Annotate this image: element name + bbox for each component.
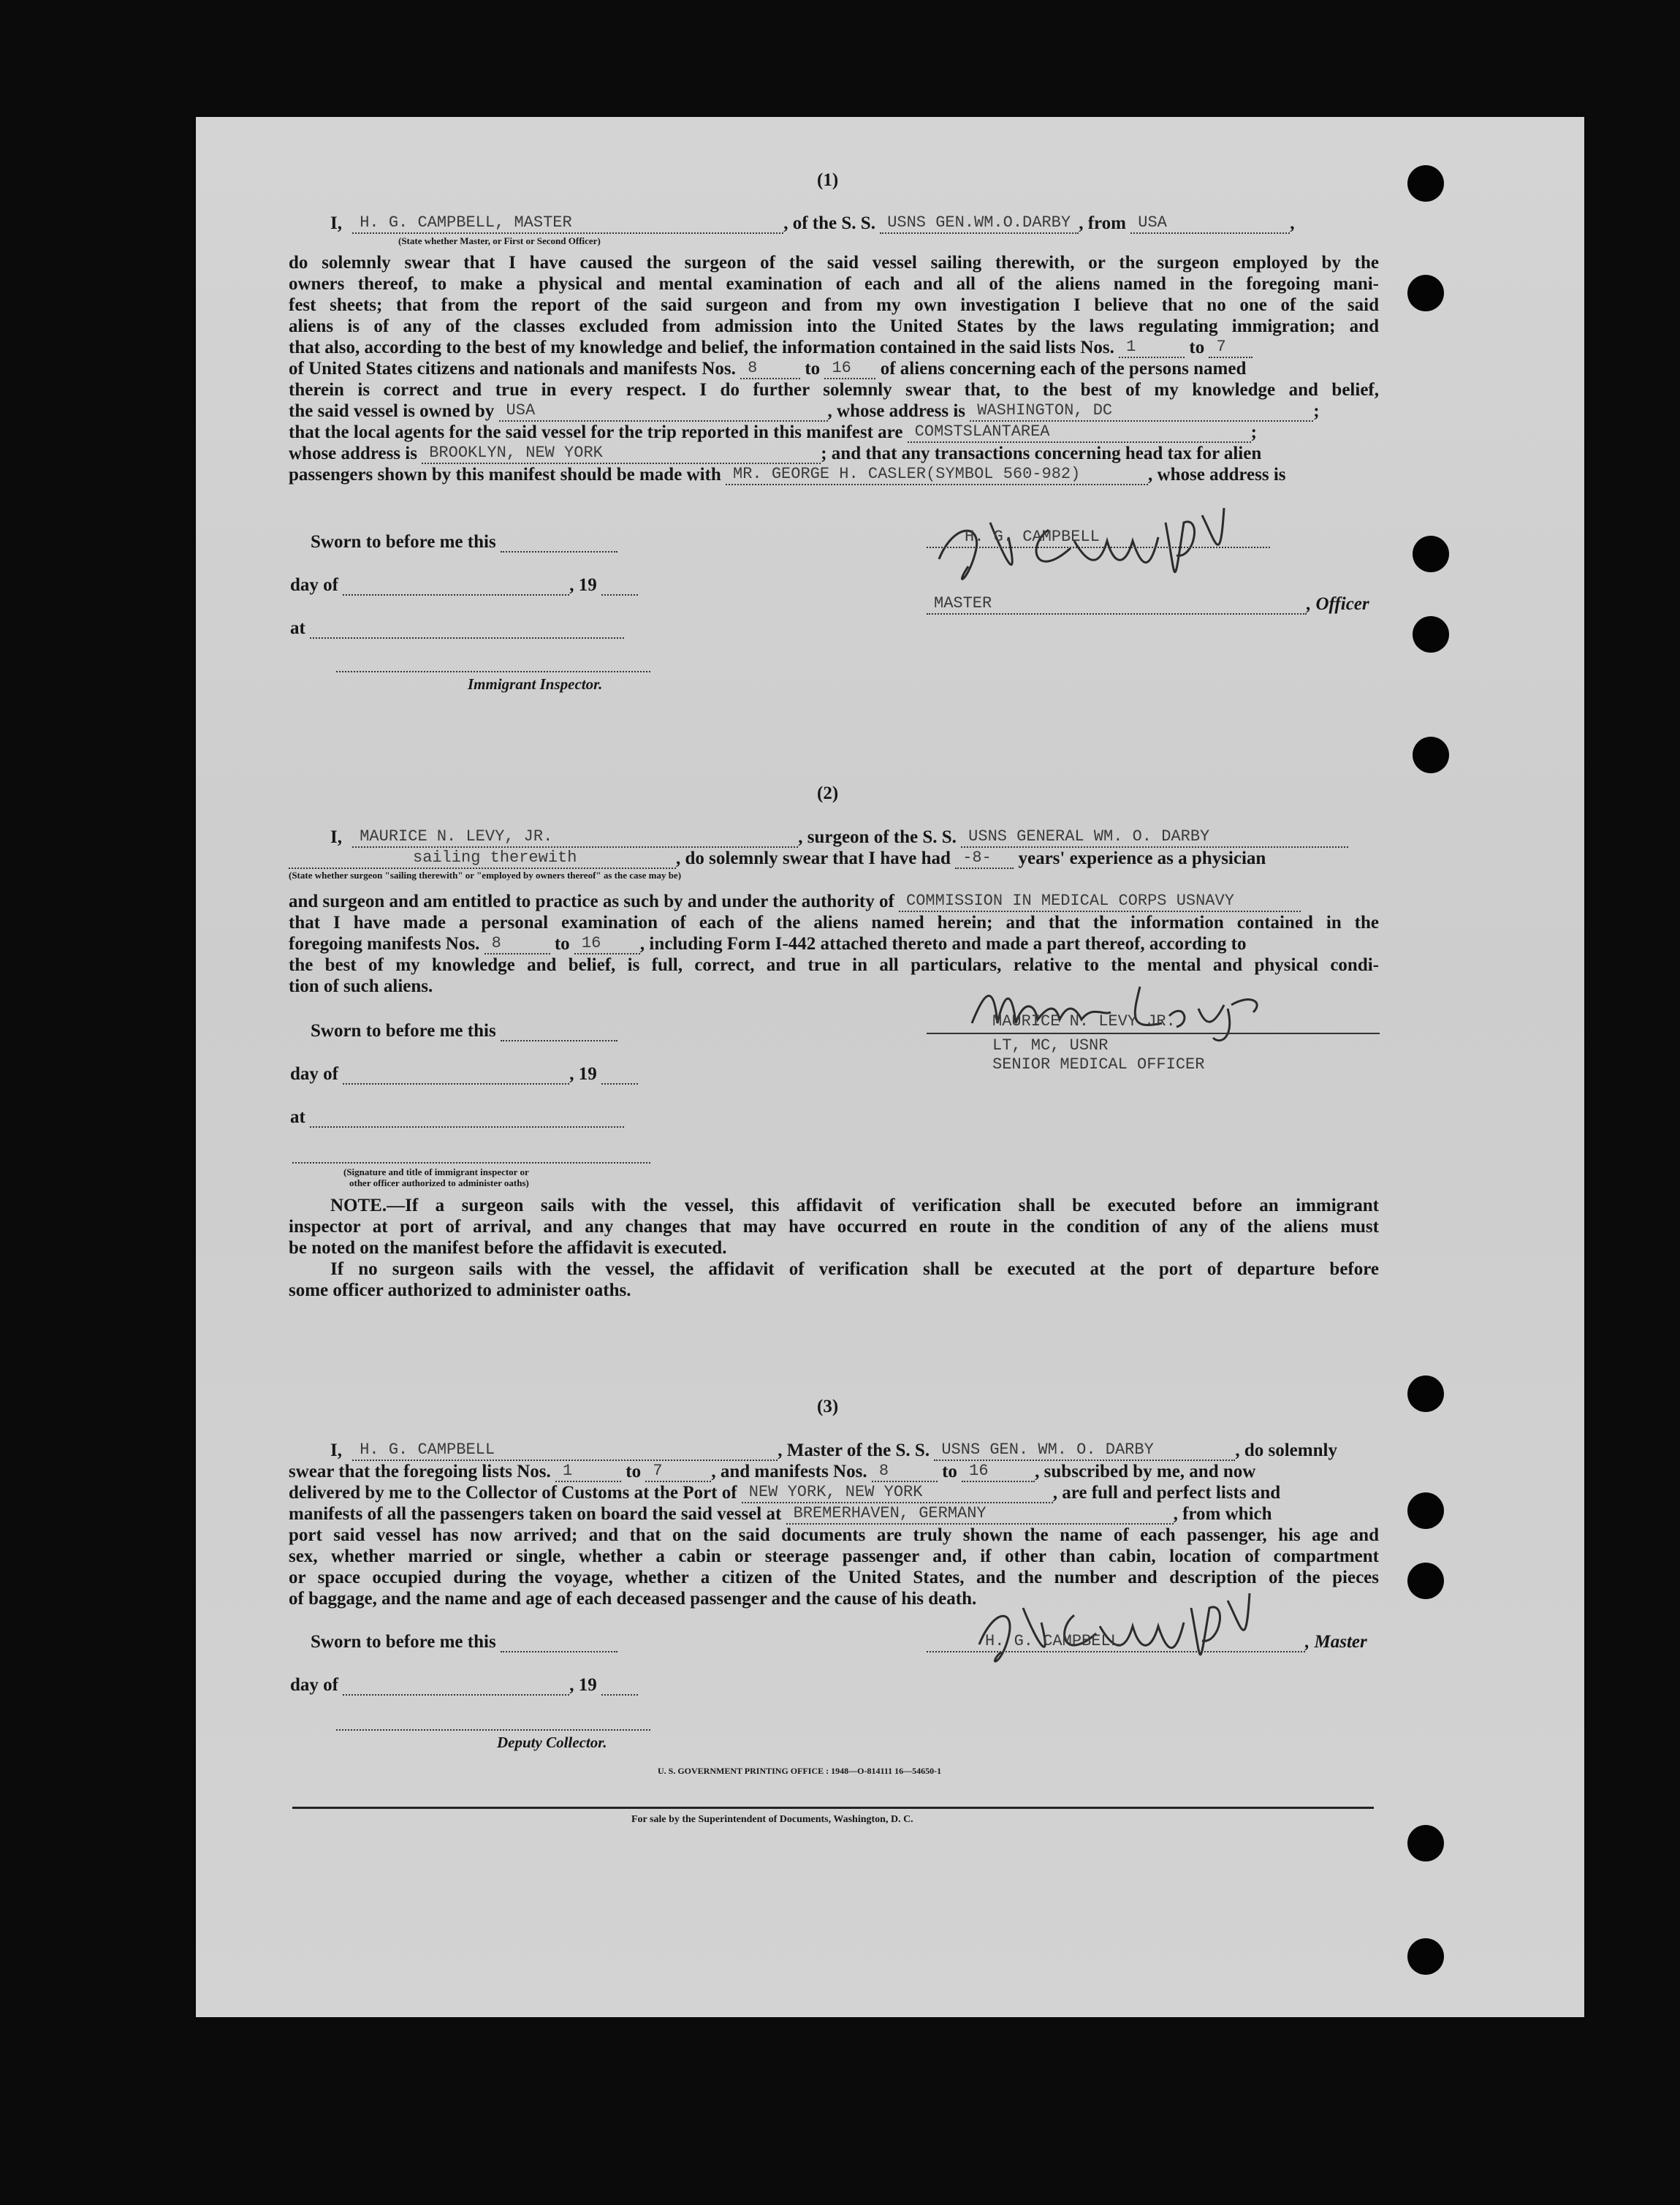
- at-label: at: [290, 618, 305, 638]
- punch-hole: [1413, 536, 1449, 572]
- port-field: NEW YORK, NEW YORK: [742, 1483, 1053, 1503]
- years-field: -8-: [955, 849, 1014, 869]
- s3-line-6: sex, whether married or single, whether a cabin or steerage passenger and, if other than cabin, location of compartment: [289, 1546, 1379, 1566]
- s2-line-3: [289, 891, 1301, 912]
- agents-label: that the local agents for the said vessel for the trip reported in this manifest are: [289, 422, 903, 442]
- sale-note: For sale by the Superintendent of Documents, Washington, D. C.: [631, 1814, 913, 1825]
- lists-to-field: 7: [645, 1462, 711, 1482]
- s2-line-7: tion of such aliens.: [289, 976, 433, 996]
- solemnly-label: , do solemnly: [1235, 1441, 1337, 1460]
- punch-hole: [1407, 275, 1444, 311]
- s1-line-11: [289, 443, 1261, 464]
- sworn-label: Sworn to before me this: [311, 1632, 496, 1652]
- printing-note: U. S. GOVERNMENT PRINTING OFFICE : 1948—O-814111 16—54650-1: [658, 1766, 942, 1776]
- levy-signature: [965, 972, 1286, 1045]
- year-field: [601, 1694, 638, 1696]
- day-label: day of: [290, 1675, 338, 1695]
- manifests-from-field: 8: [740, 359, 800, 379]
- intro-label: I,: [330, 827, 342, 847]
- full-lists-label: , are full and perfect lists and: [1052, 1483, 1281, 1503]
- swear-label: , do solemnly swear that I have had: [676, 849, 951, 868]
- s2-line-2: [289, 848, 1266, 869]
- note-line-1: NOTE.—If a surgeon sails with the vessel, this affidavit of verification shall be executed before an immigrant: [330, 1196, 1379, 1215]
- head-tax-label: ; and that any transactions concerning head tax for alien: [821, 444, 1262, 463]
- punch-hole: [1407, 1492, 1444, 1529]
- manifests-to-field: 16: [824, 359, 875, 379]
- year-label: , 19: [569, 1064, 597, 1084]
- subscribed-label: , subscribed by me, and now: [1035, 1462, 1256, 1481]
- punch-hole: [1407, 165, 1444, 202]
- s3-line-4: [289, 1503, 1272, 1525]
- s2-signer-line-2: LT, MC, USNR: [992, 1036, 1109, 1055]
- deputy-label: Deputy Collector.: [497, 1734, 607, 1751]
- manifests-to-field: 16: [574, 934, 640, 955]
- s2-signer-line-1: MAURICE N. LEVY JR.: [992, 1012, 1176, 1031]
- including-label: , including Form I-442 attached thereto and made a part thereof, according to: [639, 934, 1247, 954]
- s1-line-1: I, H. G. CAMPBELL, MASTER , of the S. S. USNS GEN.WM.O.DARBY , from USA ,: [330, 213, 1295, 233]
- footer-rule: [292, 1807, 1374, 1809]
- sig-note-line-1: (Signature and title of immigrant inspector or: [343, 1166, 529, 1177]
- s3-line-8: of baggage, and the name and age of each deceased passenger and the cause of his death.: [289, 1589, 977, 1609]
- year-field: [601, 594, 638, 596]
- sworn-label: Sworn to before me this: [311, 532, 496, 552]
- campbell-signature-2: [965, 1571, 1272, 1674]
- sworn-line: [311, 531, 617, 553]
- master-label: , Master: [1305, 1632, 1367, 1652]
- agents-field: COMSTSLANTAREA: [908, 422, 1251, 443]
- to-label: to: [1189, 338, 1205, 357]
- surgeon-name-field: MAURICE N. LEVY, JR.: [352, 827, 798, 848]
- note-line-2: inspector at port of arrival, and any changes that may have occurred en route in the condition of any of the aliens must: [289, 1217, 1379, 1237]
- signer-field: H. G. CAMPBELL: [927, 1632, 1305, 1652]
- from-label: , from: [1079, 213, 1126, 233]
- signature-rule: [927, 1033, 1380, 1034]
- to-label: to: [805, 359, 821, 379]
- day-field: [343, 594, 569, 596]
- year-label: , 19: [569, 1675, 597, 1695]
- s1-signer-typed: H. G. CAMPBELL: [965, 528, 1100, 546]
- s1-line-9: the said vessel is owned by USA , whose address is WASHINGTON, DC ;: [289, 401, 1320, 421]
- at-line: [290, 618, 624, 639]
- master-sign-line: [927, 1631, 1367, 1652]
- at-label: at: [290, 1107, 305, 1127]
- s1-line-8: therein is correct and true in every respect. I do further solemnly swear that, to the best of my knowledge and belief,: [289, 380, 1379, 400]
- s3-line-2: [289, 1461, 1255, 1482]
- to-label: to: [942, 1462, 957, 1481]
- sworn-field: [501, 1040, 617, 1041]
- s3-line-7: or space occupied during the voyage, whether a citizen of the United States, and the number and description of the pieces: [289, 1568, 1379, 1587]
- intro-label: I,: [330, 213, 342, 233]
- sailing-field: sailing therewith: [289, 849, 676, 869]
- boarded-at-field: BREMERHAVEN, GERMANY: [786, 1504, 1174, 1525]
- day-line: [290, 1063, 638, 1085]
- sig-note-line-2: other officer authorized to administer oaths): [349, 1177, 529, 1188]
- punch-hole: [1413, 737, 1449, 773]
- note-line-5: some officer authorized to administer oaths.: [289, 1280, 631, 1300]
- state-note: (State whether surgeon "sailing therewith" or "employed by owners thereof" as the case may be): [289, 870, 682, 881]
- at-line: [290, 1107, 624, 1128]
- day-line: [290, 1674, 638, 1696]
- vessel-field: USNS GENERAL WM. O. DARBY: [961, 827, 1348, 848]
- authority-field: COMMISSION IN MEDICAL CORPS USNAVY: [899, 892, 1301, 912]
- note-line-3: be noted on the manifest before the affidavit is executed.: [289, 1238, 727, 1258]
- collector-rule: [336, 1729, 650, 1731]
- s1-line-2: do solemnly swear that I have caused the surgeon of the said vessel sailing therewith, or the surgeon employed by the: [289, 253, 1379, 273]
- punch-hole: [1407, 1563, 1444, 1599]
- s3-line-3: [289, 1482, 1280, 1503]
- inspector-label: Immigrant Inspector.: [468, 675, 603, 693]
- section-1-number: (1): [817, 170, 839, 190]
- of-the-ss-label: , of the S. S.: [783, 213, 875, 233]
- at-field: [310, 637, 624, 639]
- s2-line-4: that I have made a personal examination of each of the aliens named herein; and that the information contained in the: [289, 913, 1379, 933]
- manifests-from-field: 8: [872, 1462, 938, 1482]
- sworn-field: [501, 1651, 617, 1652]
- state-note: (State whether Master, or First or Second Officer): [398, 235, 601, 246]
- to-label: to: [626, 1462, 642, 1481]
- whose-address-end: , whose address is: [1148, 465, 1286, 485]
- lists-label: swear that the foregoing lists Nos.: [289, 1462, 551, 1481]
- day-label: day of: [290, 1064, 338, 1084]
- s2-line-6: the best of my knowledge and belief, is full, correct, and true in all particulars, relative to the mental and physical condi-: [289, 955, 1379, 975]
- year-label: , 19: [569, 575, 597, 595]
- agents-address-field: BROOKLYN, NEW YORK: [422, 444, 821, 464]
- officer-line: [927, 593, 1369, 615]
- from-which-label: , from which: [1173, 1504, 1272, 1524]
- owner-address-field: WASHINGTON, DC: [970, 401, 1313, 422]
- inspector-rule: [292, 1162, 650, 1164]
- years-label: years' experience as a physician: [1018, 849, 1266, 868]
- lists-text: that also, according to the best of my knowledge and belief, the information contained in the said lists Nos.: [289, 338, 1114, 357]
- s1-line-7: [289, 358, 1246, 379]
- from-field: USA: [1130, 213, 1290, 234]
- section-2-number: (2): [817, 783, 839, 803]
- s1-line-5: aliens is of any of the classes excluded from admission into the United States by the laws regulating immigration; and: [289, 316, 1379, 336]
- intro-label: I,: [330, 1441, 342, 1460]
- year-field: [601, 1083, 638, 1085]
- vessel-field: USNS GEN.WM.O.DARBY: [880, 213, 1079, 234]
- authority-label: and surgeon and am entitled to practice as such by and under the authority of: [289, 892, 894, 911]
- s3-line-1: [330, 1440, 1337, 1461]
- sworn-line: [311, 1020, 617, 1041]
- officer-label: , Officer: [1307, 594, 1369, 614]
- passengers-label: passengers shown by this manifest should be made with: [289, 465, 721, 485]
- signature-rule: [927, 547, 1270, 548]
- lists-from-field: 1: [555, 1462, 621, 1482]
- owner-field: USA: [499, 401, 828, 422]
- day-line: [290, 574, 638, 596]
- whose-address-label: , whose address is: [827, 401, 966, 421]
- day-field: [343, 1694, 569, 1696]
- agents-address-label: whose address is: [289, 444, 417, 463]
- inspector-rule: [336, 671, 650, 672]
- master-name-field: H. G. CAMPBELL: [352, 1441, 778, 1461]
- day-field: [343, 1083, 569, 1085]
- s1-line-6: [289, 337, 1253, 358]
- sworn-field: [501, 551, 617, 553]
- sworn-line: [311, 1631, 617, 1652]
- title-field: MASTER: [927, 594, 1307, 615]
- owned-by-label: the said vessel is owned by: [289, 401, 495, 421]
- s2-line-5: [289, 933, 1246, 955]
- s2-signer-line-3: SENIOR MEDICAL OFFICER: [992, 1055, 1205, 1074]
- punch-hole: [1407, 1938, 1444, 1975]
- delivered-label: delivered by me to the Collector of Customs at the Port of: [289, 1483, 737, 1503]
- s1-line-10: that the local agents for the said vessel for the trip reported in this manifest are COMSTSLANTAREA ;: [289, 422, 1257, 442]
- at-field: [310, 1126, 624, 1128]
- punch-hole: [1407, 1375, 1444, 1412]
- sworn-label: Sworn to before me this: [311, 1021, 496, 1041]
- day-label: day of: [290, 575, 338, 595]
- master-name-field: H. G. CAMPBELL, MASTER: [352, 213, 783, 234]
- s1-line-4: fest sheets; that from the report of the said surgeon and from my own investigation I believe that no one of the said: [289, 295, 1379, 315]
- manifests-text: of United States citizens and nationals and manifests Nos.: [289, 359, 736, 379]
- punch-hole: [1407, 1825, 1444, 1861]
- note-line-4: If no surgeon sails with the vessel, the affidavit of verification shall be executed at the port of departure before: [330, 1259, 1379, 1279]
- master-of-label: , Master of the S. S.: [778, 1441, 930, 1460]
- to-label: to: [554, 934, 570, 954]
- lists-from-field: 1: [1119, 338, 1185, 358]
- boarded-label: manifests of all the passengers taken on board the said vessel at: [289, 1504, 782, 1524]
- aliens-text: of aliens concerning each of the persons named: [880, 359, 1247, 379]
- s1-line-3: owners thereof, to make a physical and mental examination of each and all of the aliens named in the foregoing mani-: [289, 274, 1379, 294]
- punch-hole: [1413, 616, 1449, 653]
- manifests-from-field: 8: [484, 934, 550, 955]
- vessel-field: USNS GEN. WM. O. DARBY: [934, 1441, 1235, 1461]
- head-tax-contact-field: MR. GEORGE H. CASLER(SYMBOL 560-982): [726, 465, 1148, 485]
- section-3-number: (3): [817, 1397, 839, 1416]
- s2-line-1: [330, 827, 1348, 848]
- s3-line-5: port said vessel has now arrived; and that on the said documents are truly shown the name of each passenger, his age and: [289, 1525, 1379, 1545]
- lists-to-field: 7: [1209, 338, 1253, 358]
- manifests-to-field: 16: [962, 1462, 1035, 1482]
- and-manifests-label: , and manifests Nos.: [711, 1462, 867, 1481]
- manifests-label: foregoing manifests Nos.: [289, 934, 480, 954]
- surgeon-of-label: , surgeon of the S. S.: [798, 827, 957, 847]
